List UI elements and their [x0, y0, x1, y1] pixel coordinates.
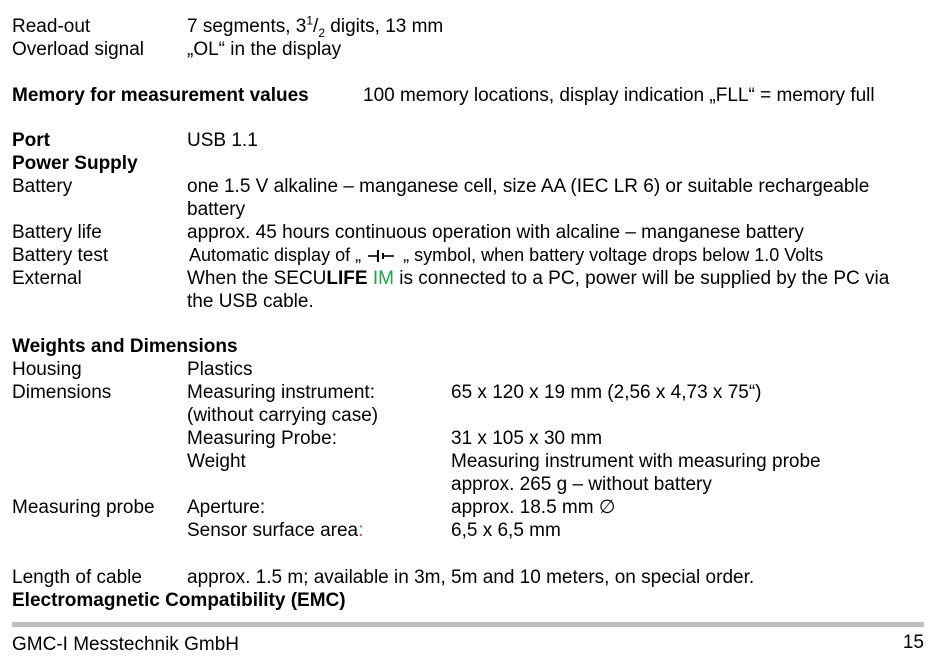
aperture-label: Aperture:	[187, 497, 266, 518]
external-text2: is connected to a PC, power will be supplied by the PC via	[393, 268, 890, 289]
sensor-label-text: Sensor surface area	[187, 520, 359, 541]
readout-frac-sep: /	[313, 16, 319, 37]
sensor-colon: :	[358, 520, 364, 541]
aperture-value: approx. 18.5 mm ∅	[451, 497, 616, 518]
memory-label: Memory for measurement values	[12, 85, 309, 106]
overload-label: Overload signal	[12, 39, 145, 60]
readout-value-prefix: 7 segments, 3	[187, 16, 307, 37]
page-number: 15	[902, 632, 924, 653]
footer-company: GMC-I Messtechnik GmbH	[12, 634, 239, 655]
readout-value-suffix: digits, 13 mm	[325, 16, 444, 37]
external-value-line1	[187, 267, 889, 290]
readout-label: Read-out	[12, 16, 91, 37]
memory-value: 100 memory locations, display indication „FLL“ = memory full	[363, 85, 875, 106]
brand-im: IM	[367, 268, 394, 289]
power-supply-heading: Power Supply	[12, 153, 138, 174]
measuring-probe-label: Measuring probe	[12, 497, 155, 518]
battery-life-value: approx. 45 hours continuous operation with alcaline – manganese battery	[187, 222, 804, 243]
battery-test-value	[189, 244, 823, 267]
weights-heading: Weights and Dimensions	[12, 336, 238, 357]
probe-label: Measuring Probe:	[187, 428, 337, 449]
external-label: External	[12, 268, 82, 289]
emc-heading: Electromagnetic Compatibility (EMC)	[12, 590, 346, 611]
instrument-value: 65 x 120 x 19 mm (2,56 x 4,73 x 75“)	[451, 382, 762, 403]
port-value: USB 1.1	[187, 130, 258, 151]
overload-value: „OL“ in the display	[187, 39, 342, 60]
weight-value-line2: approx. 265 g – without battery	[451, 474, 712, 495]
instrument-label: Measuring instrument:	[187, 382, 375, 403]
battery-test-label: Battery test	[12, 245, 109, 266]
dimensions-label: Dimensions	[12, 382, 112, 403]
readout-frac-den: 2	[318, 25, 325, 40]
battery-label: Battery	[12, 176, 73, 197]
brand-life: LIFE	[326, 268, 368, 289]
sensor-value: 6,5 x 6,5 mm	[451, 520, 561, 541]
battery-value-line2: battery	[187, 199, 246, 220]
footer-divider	[12, 622, 924, 627]
battery-life-label: Battery life	[12, 222, 102, 243]
cable-label: Length of cable	[12, 567, 142, 588]
cable-value: approx. 1.5 m; available in 3m, 5m and 10 meters, on special order.	[187, 567, 755, 588]
weight-value-line1: Measuring instrument with measuring probe	[451, 451, 821, 472]
probe-value: 31 x 105 x 30 mm	[451, 428, 603, 449]
battery-test-suffix: „ symbol, when battery voltage drops below 1.0 Volts	[398, 245, 824, 265]
external-text1: When the SECU	[187, 268, 327, 289]
battery-value-line1: one 1.5 V alkaline – manganese cell, size AA (IEC LR 6) or suitable rechargeable	[187, 176, 870, 197]
port-label: Port	[12, 130, 50, 151]
housing-value: Plastics	[187, 359, 253, 380]
readout-frac-num: 1	[306, 13, 314, 28]
readout-value	[187, 15, 443, 38]
external-value-line2: the USB cable.	[187, 291, 314, 312]
housing-label: Housing	[12, 359, 82, 380]
battery-symbol-icon	[366, 247, 398, 263]
weight-label: Weight	[187, 451, 246, 472]
sensor-label	[187, 519, 363, 542]
instrument-note: (without carrying case)	[187, 405, 379, 426]
battery-test-prefix: Automatic display of „	[189, 245, 367, 265]
